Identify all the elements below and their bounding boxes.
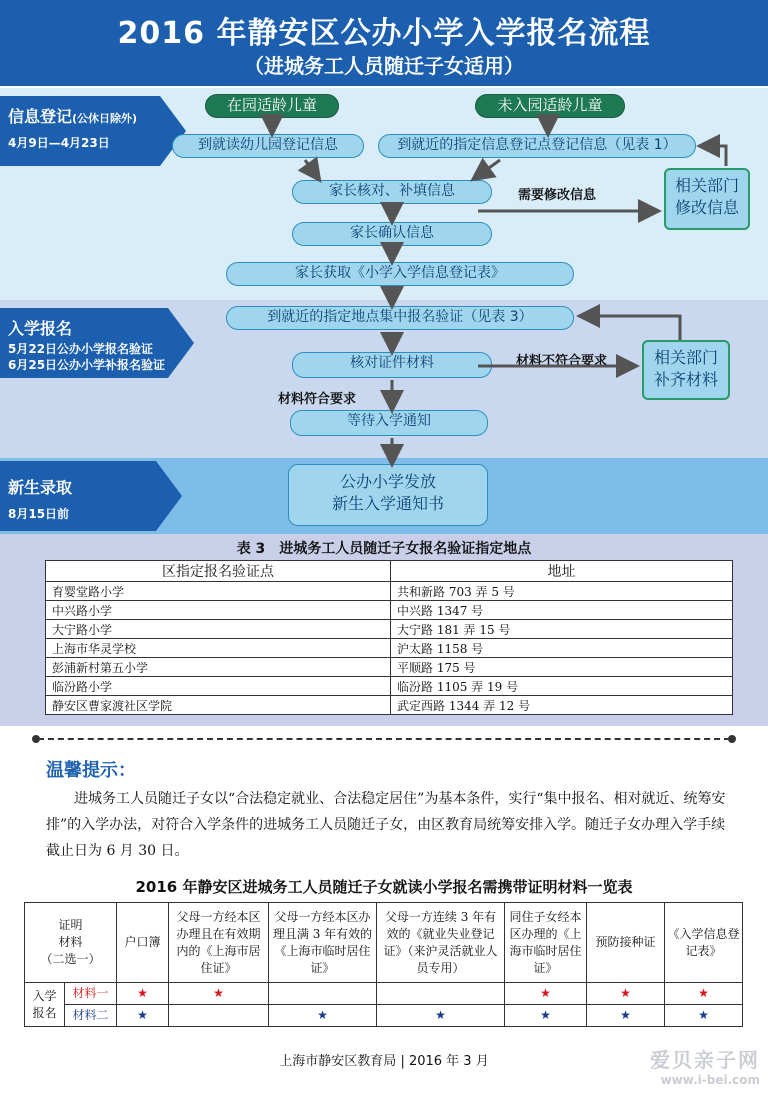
table3-cell: 静安区曹家渡社区学院 [46,696,391,715]
table3-cell: 平顺路 175 号 [391,658,733,677]
star-mark: ★ [377,1005,505,1027]
star-mark [377,983,505,1005]
footer-org: 上海市静安区教育局 [279,1054,397,1069]
stage1-name: 信息登记 [8,107,73,126]
step-left-box: 到就读幼儿园登记信息 [172,134,364,158]
dashed-divider [38,738,730,740]
table4-corner: 证明 材料 （二选一） [25,903,117,983]
stage-admission [0,458,768,534]
table-row [46,582,733,601]
star-mark: ★ [505,983,587,1005]
table4-col-header: 父母一方连续 3 年有效的《就业失业登记证》（来沪灵活就业人员专用） [377,903,505,983]
star-mark: ★ [587,983,665,1005]
table3-cell: 大宁路小学 [46,620,391,639]
fail-note: 材料不符合要求 [516,354,608,369]
stage3-tag [0,461,156,531]
material-one-label: 材料一 [65,983,117,1005]
supplement-dept-box: 相关部门 补齐材料 [642,340,730,400]
table-row [46,639,733,658]
table4-col-header: 户口簿 [117,903,169,983]
footer-date: 2016 年 3 月 [408,1054,489,1069]
page-title: 2016 年静安区公办小学入学报名流程 [117,16,651,51]
star-mark: ★ [169,983,269,1005]
star-mark: ★ [117,1005,169,1027]
table-row [46,601,733,620]
star-mark: ★ [269,1005,377,1027]
footer-sep: | [400,1054,409,1069]
pass-note: 材料符合要求 [278,392,357,407]
verify-box: 家长核对、补填信息 [292,180,492,204]
issue-notice-box: 公办小学发放 新生入学通知书 [288,464,488,526]
table4-col-header: 父母一方经本区办理且在有效期内的《上海市居住证》 [169,903,269,983]
obtain-form-box: 家长获取《小学入学信息登记表》 [226,262,574,286]
stage-info-registration [0,88,768,300]
table3-cell: 育婴堂路小学 [46,582,391,601]
confirm-box: 家长确认信息 [292,222,492,246]
table4-col-header: 父母一方经本区办理且满 3 年有效的《上海市临时居住证》 [269,903,377,983]
table4-header-row [25,903,743,983]
material-two-label: 材料二 [65,1005,117,1027]
star-mark: ★ [665,983,743,1005]
table4-col-header: 预防接种证 [587,903,665,983]
table4-col-header: 同住子女经本区办理的《上海市临时居住证》 [505,903,587,983]
tips-title: 温馨提示： [46,760,136,781]
star-mark: ★ [117,983,169,1005]
table3-cell: 共和新路 703 弄 5 号 [391,582,733,601]
stage3-name: 新生录取 [8,478,73,497]
table3-cell: 大宁路 181 弄 15 号 [391,620,733,639]
table3-cell: 上海市华灵学校 [46,639,391,658]
table3-cell: 中兴路小学 [46,601,391,620]
register-box: 到就近的指定地点集中报名验证（见表 3） [226,306,574,330]
start-right-box: 未入园适龄儿童 [475,94,625,118]
table-row [25,1005,743,1027]
watermark-line2: www.i-bei.com [660,1073,760,1087]
star-mark: ★ [587,1005,665,1027]
table3 [45,560,733,715]
table4 [24,902,743,1027]
modify-note: 需要修改信息 [518,188,597,203]
table3-cell: 彭浦新村第五小学 [46,658,391,677]
table-row [46,620,733,639]
star-mark: ★ [665,1005,743,1027]
stage2-name: 入学报名 [8,319,73,338]
table4-row-group: 入学 报名 [25,983,65,1027]
table4-col-header: 《入学信息登记表》 [665,903,743,983]
check-docs-box: 核对证件材料 [292,352,492,378]
watermark-line1: 爱贝亲子网 [650,1048,760,1072]
table3-cell: 临汾路 1105 弄 19 号 [391,677,733,696]
stage1-tag [0,96,160,166]
star-mark [169,1005,269,1027]
table-row [46,677,733,696]
start-left-box: 在园适龄儿童 [205,94,339,118]
watermark [650,1044,760,1087]
stage1-date: 4月9日—4月23日 [8,136,110,150]
modify-dept-box: 相关部门 修改信息 [664,168,750,230]
table3-cell: 中兴路 1347 号 [391,601,733,620]
table3-section [0,534,768,726]
table3-cell: 沪太路 1158 号 [391,639,733,658]
table-row [25,983,743,1005]
star-mark [269,983,377,1005]
stage3-date: 8月15日前 [8,507,70,521]
page-subtitle: （进城务工人员随迁子女适用） [244,54,524,78]
table3-cell: 武定西路 1344 弄 12 号 [391,696,733,715]
step-right-box: 到就近的指定信息登记点登记信息（见表 1） [378,134,696,158]
wait-notice-box: 等待入学通知 [290,410,488,436]
star-mark: ★ [505,1005,587,1027]
table3-cell: 临汾路小学 [46,677,391,696]
table3-col-point: 区指定报名验证点 [46,561,391,582]
tips-body: 进城务工人员随迁子女以“合法稳定就业、合法稳定居住”为基本条件，实行“集中报名、相对就近、统筹安排”的入学办法，对符合入学条件的进城务工人员随迁子女，由区教育局统筹安排入学。随迁子女办理入学手续截止日为 6 月 30 日。 [46,791,726,859]
table3-col-address: 地址 [391,561,733,582]
page-header [0,0,768,86]
table3-header-row [46,561,733,582]
stage2-date1: 5月22日公办小学报名验证 [8,342,154,356]
stage1-name-note: (公休日除外) [72,112,138,125]
table4-title: 2016 年静安区进城务工人员随迁子女就读小学报名需携带证明材料一览表 [135,878,633,896]
table-row [46,696,733,715]
stage-enrollment [0,300,768,458]
table-row [46,658,733,677]
stage2-date2: 6月25日公办小学补报名验证 [8,358,166,372]
table3-title: 表 3 进城务工人员随迁子女报名验证指定地点 [236,541,532,557]
stage2-tag [0,308,168,378]
